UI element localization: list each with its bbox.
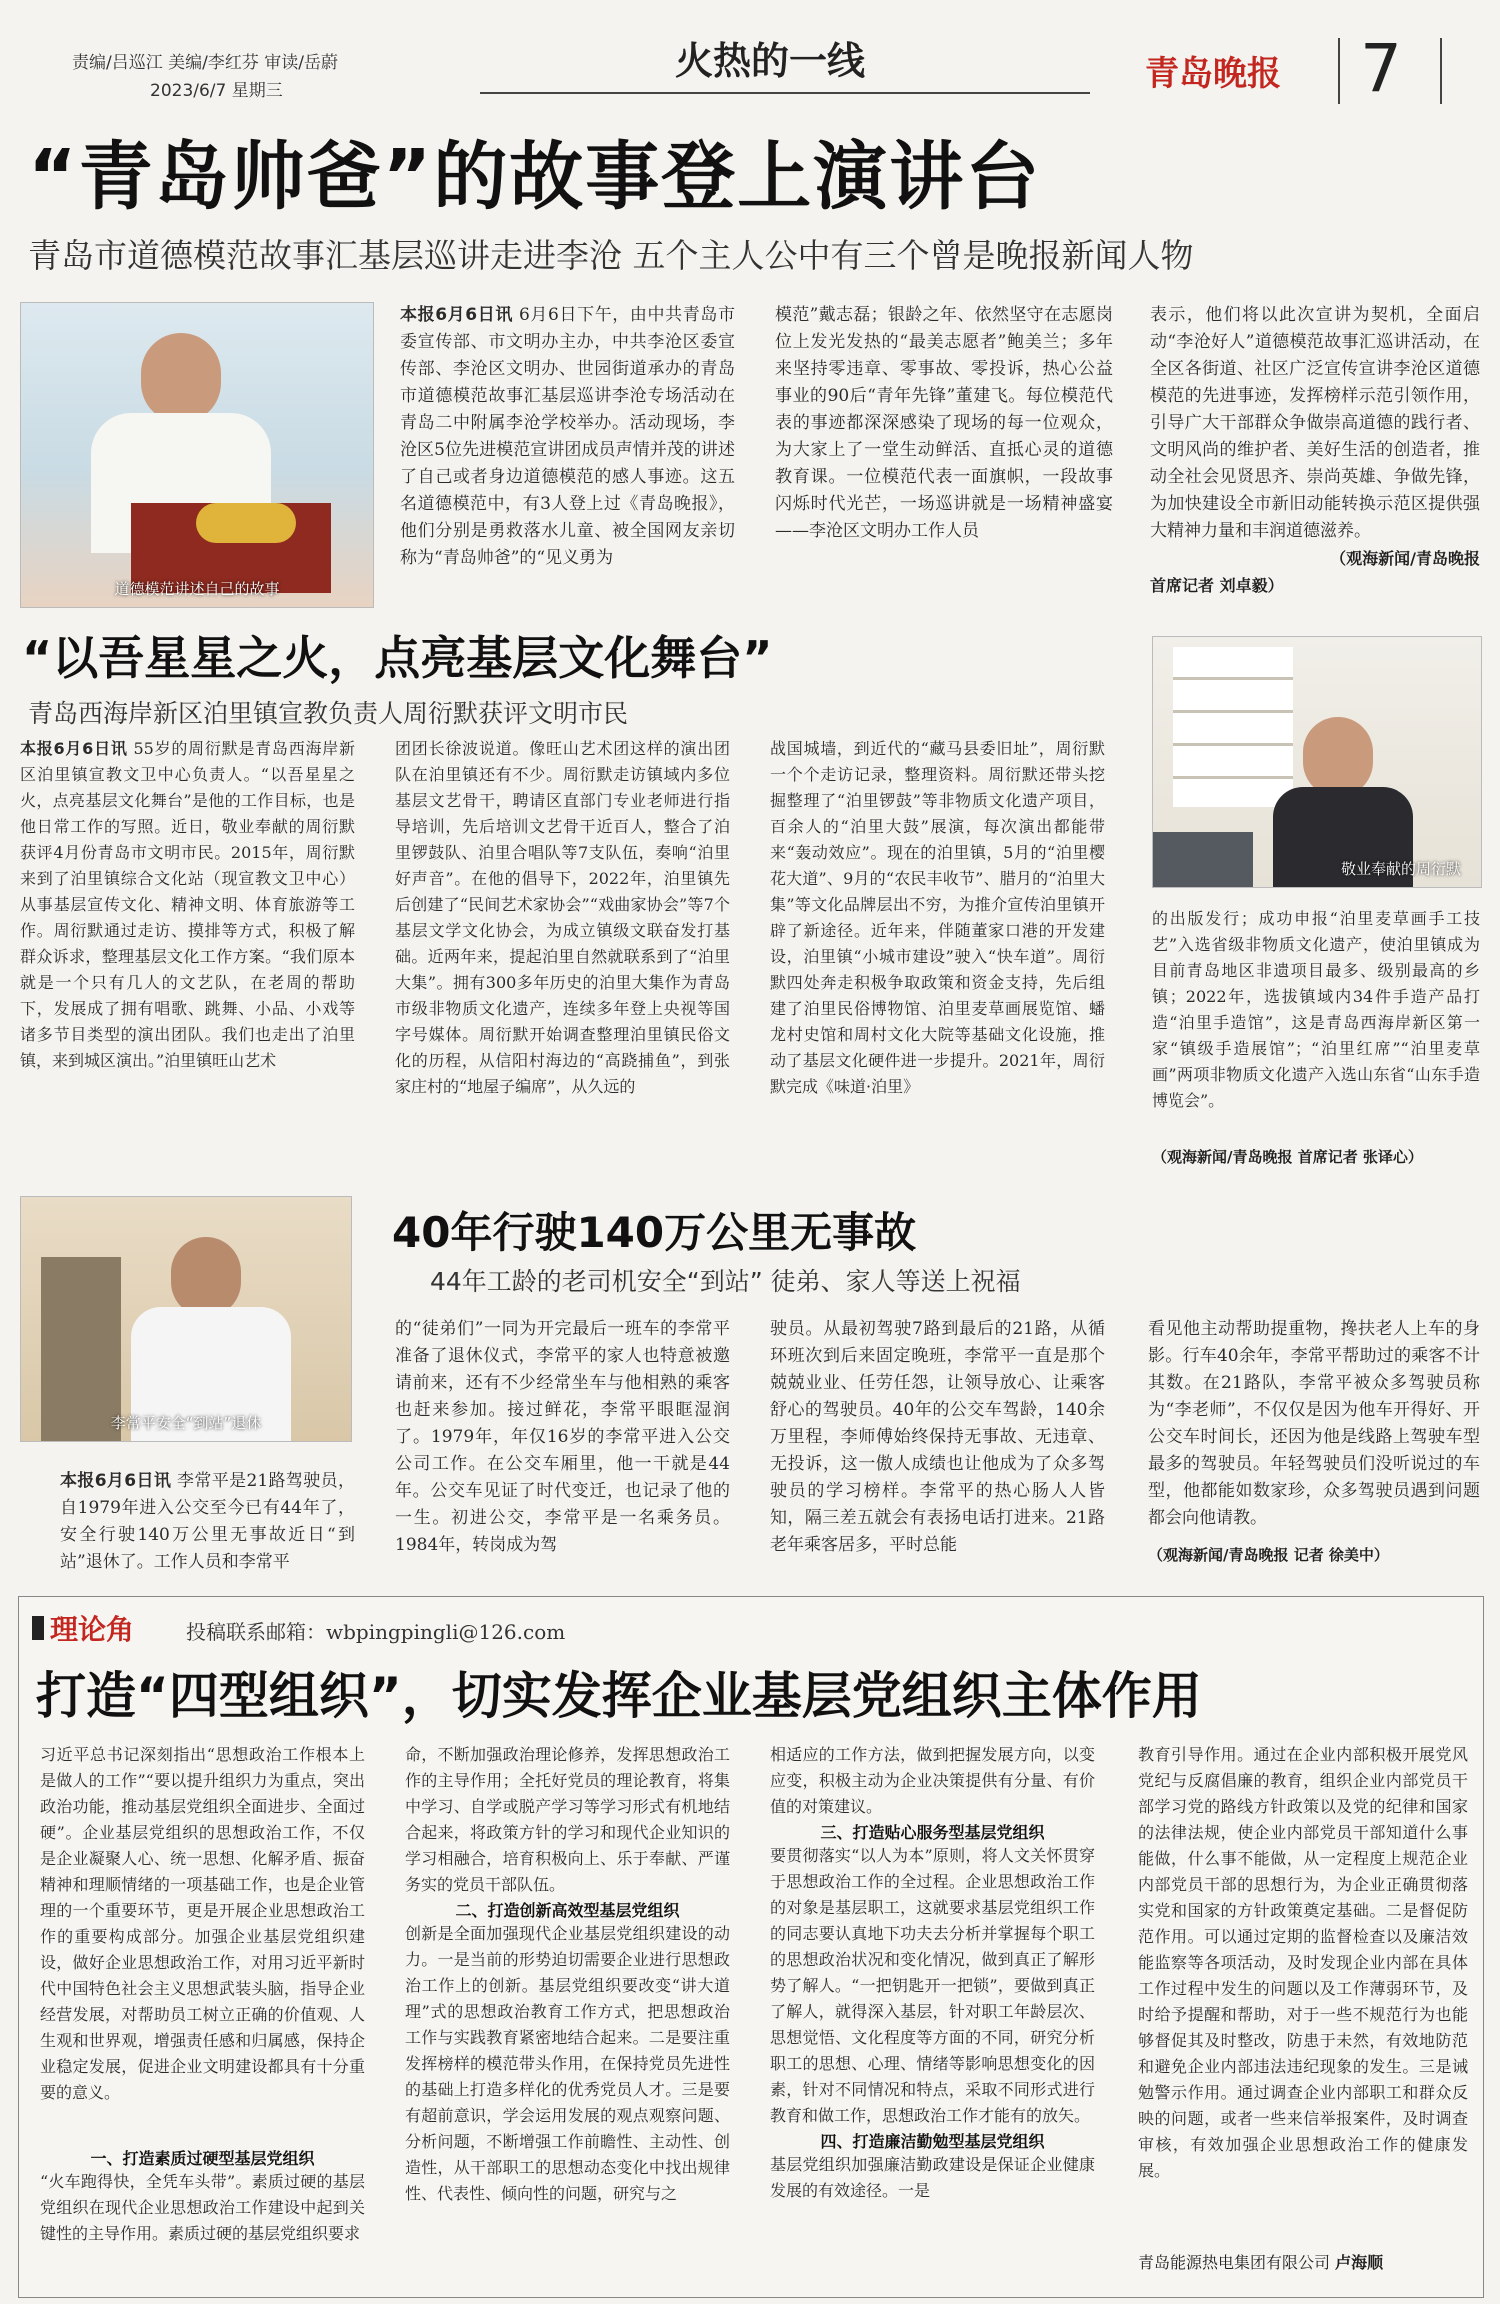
- story3-byline: （观海新闻/青岛晚报 记者 徐美中）: [1148, 1546, 1389, 1564]
- story1-subheadline: 青岛市道德模范故事汇基层巡讲走进李沧 五个主人公中有三个曾是晚报新闻人物: [28, 236, 1194, 275]
- story2-byline: （观海新闻/青岛晚报 首席记者 张译心）: [1152, 1148, 1423, 1166]
- theory-headline: 打造“四型组织”，切实发挥企业基层党组织主体作用: [36, 1667, 1202, 1725]
- story2-photo-caption: 敬业奉献的周衍默: [1340, 860, 1461, 878]
- story1-col1: [400, 302, 735, 604]
- theory-col3b-text: 要贯彻落实“以人为本”原则，将人文关怀贯穿于思想政治工作的全过程。企业思想政治工作的对象是基层职工，这就要求基层党组织工作的同志要认真地下功夫去分析并掌握每个职工的思想政治状况和变化情况，做到真正了解形势了解人。“一把钥匙开一把锁”，要做到真正了解人，就得深入基层，针对职工年龄层次、思想觉悟、文化程度等方面的不同，研究分析职工的思想、心理、情绪等影响思想变化的因素，针对不同情况和特点，采取不同形式进行教育和做工作，思想政治工作才能有的放矢。: [770, 1846, 1095, 2125]
- story2-col4: 的出版发行；成功申报“泊里麦草画手工技艺”入选省级非物质文化遗产，使泊里镇成为目前青岛地区非遗项目最多、级别最高的乡镇；2022年，选拔镇域内34件手造产品打造“泊里手造馆”，这是青岛西海岸新区第一家“镇级手造展馆”；“泊里红席”“泊里麦草画”两项非物质文化遗产入选山东省“山东手造博览会”。: [1152, 909, 1480, 1110]
- theory-col2b-text: 创新是全面加强现代企业基层党组织建设的动力。一是当前的形势迫切需要企业进行思想政治工作上的创新。基层党组织要改变“讲大道理”式的思想政治教育工作方式，把思想政治工作与实践教育紧密地结合起来。二是要注重发挥榜样的模范带头作用，在保持党员先进性的基础上打造多样化的优秀党员人才。三是要有超前意识，学会运用发展的观点观察问题、分析问题，不断增强工作前瞻性、主动性、创造性，从干部职工的思想动态变化中找出规律性、代表性、倾向性的问题，研究与之: [405, 1924, 730, 2203]
- story1-byline-1: （观海新闻/青岛晚报: [1330, 549, 1480, 568]
- flowers: [196, 503, 296, 543]
- story2-headline: “以吾星星之火，点亮基层文化舞台”: [22, 631, 773, 685]
- section-title: 火热的一线: [674, 39, 865, 83]
- story1-col2: 模范”戴志磊；银龄之年、依然坚守在志愿岗位上发光发热的“最美志愿者”鲍美兰；多年来坚持零违章、零事故、零投诉，热心公益事业的90后“青年先锋”董建飞。每位模范代表的事迹都深深感染了现场的每一位观众，为大家上了一堂生动鲜活、直抵心灵的道德教育课。一位模范代表一面旗帜，一段故事闪烁时代光芒，一场巡讲就是一场精神盛宴——李沧区文明办工作人员: [775, 305, 1113, 541]
- theory-col3: [770, 1742, 1095, 2282]
- story1-headline: “青岛帅爸”的故事登上演讲台: [28, 134, 1042, 220]
- theory-author-line: [1138, 2250, 1468, 2273]
- header-divider: [1338, 38, 1340, 104]
- theory-col2: [405, 1742, 730, 2282]
- story3-col2: 的“徒弟们”一同为开完最后一班车的李常平准备了退休仪式，李常平的家人也特意被邀请前来，还有不少经常坐车与他相熟的乘客也赶来参加。接过鲜花，李常平眼眶湿润了。1979年，年仅16岁的李常平进入公交公司工作。在公交车厢里，他一干就是44年。公交车见证了时代变迁，也记录了他的一生。初进公交，李常平是一名乘务员。1984年，转岗成为驾: [395, 1319, 730, 1555]
- theory-contact: 投稿联系邮箱：wbpingpingli@126.com: [186, 1620, 566, 1644]
- story2-col1-text: 55岁的周衍默是青岛西海岸新区泊里镇宣教文卫中心负责人。“以吾星星之火，点亮基层文化舞台”是他的工作目标，也是他日常工作的写照。近日，敬业奉献的周衍默获评4月份青岛市文明市民。2015年，周衍默来到了泊里镇综合文化站（现宣教文卫中心）从事基层宣传文化、精神文明、体育旅游等工作。周衍默通过走访、摸排等方式，积极了解群众诉求，整理基层文化工作方案。“我们原本就是一个只有几人的文艺队，在老周的帮助下，发展成了拥有唱歌、跳舞、小品、小戏等诸多节目类型的演出团队。我们也走出了泊里镇，来到城区演出。”泊里镇旺山艺术: [20, 739, 355, 1070]
- story2-col4-wrap: [1152, 906, 1480, 1167]
- theory-tag: 理论角: [50, 1613, 135, 1646]
- story1-photo-caption: 道德模范讲述自己的故事: [114, 580, 280, 598]
- issue-date: 2023/6/7 星期三: [150, 81, 283, 101]
- theory-tag-marker: [32, 1616, 44, 1640]
- page-number: 7: [1360, 30, 1402, 107]
- theory-col4-text: 教育引导作用。通过在企业内部积极开展党风党纪与反腐倡廉的教育，组织企业内部党员干部学习党的路线方针政策以及党的纪律和国家的法律法规，使企业内部党员干部知道什么事能做，什么事不能做，从一定程度上规范企业内部党员干部的思想行为，为企业正确贯彻落实党和国家的方针政策奠定基础。二是督促防范作用。可以通过定期的监督检查以及廉洁效能监察等各项活动，及时发现企业内部在具体工作过程中发生的问题以及工作薄弱环节，及时给予提醒和帮助，对于一些不规范行为也能够督促其及时整改，防患于未然，有效地防范和避免企业内部违法违纪现象的发生。三是诫勉警示作用。通过调查企业内部职工和群众反映的问题，或者一些来信举报案件，及时调查审核，有效加强企业思想政治工作的健康发展。: [1138, 1745, 1468, 2180]
- story3-col1: [60, 1468, 355, 1574]
- theory-col1-text: 习近平总书记深刻指出“思想政治工作根本上是做人的工作”“要以提升组织力为重点，突出政治功能，推动基层党组织全面进步、全面过硬”。企业基层党组织的思想政治工作，不仅是企业凝聚人心、统一思想、化解矛盾、振奋精神和理顺情绪的一项基础工作，也是企业管理的一个重要环节，更是开展企业思想政治工作的重要构成部分。加强企业基层党组织建设，做好企业思想政治工作，对用习近平新时代中国特色社会主义思想武装头脑，指导企业经营发展，对帮助员工树立正确的价值观、人生观和世界观，增强责任感和归属感，保持企业稳定发展，促进企业文明建设都具有十分重要的意义。: [40, 1745, 365, 2102]
- paper-logo: 青岛晚报: [1145, 54, 1281, 94]
- theory-author-org: 青岛能源热电集团有限公司: [1138, 2253, 1331, 2272]
- header-rule: [480, 92, 1090, 94]
- person-head: [1303, 717, 1373, 797]
- story1-byline-2: 首席记者 刘卓毅）: [1150, 576, 1284, 595]
- theory-heading-2: 二、打造创新高效型基层党组织: [455, 1901, 680, 1920]
- theory-author: 卢海顺: [1335, 2253, 1384, 2272]
- story2-photo: [1152, 636, 1482, 888]
- story1-photo: [20, 302, 374, 608]
- speaker-head: [141, 333, 221, 423]
- theory-heading-1: 一、打造素质过硬型基层党组织: [90, 2149, 315, 2168]
- story3-col4-wrap: [1148, 1316, 1480, 1565]
- story1-lead: 本报6月6日讯: [400, 305, 513, 325]
- story3-col1-text: 李常平是21路驾驶员，自1979年进入公交至今已有44年了，安全行驶140万公里无事故近日“到站”退休了。工作人员和李常平: [60, 1471, 355, 1572]
- story2-col1: [20, 736, 355, 1166]
- story1-col3: 表示，他们将以此次宣讲为契机，全面启动“李沧好人”道德模范故事汇巡讲活动，在全区各街道、社区广泛宣传宣讲李沧区道德模范的先进事迹，发挥榜样示范引领作用，引导广大干部群众争做崇高道德的践行者、文明风尚的维护者、美好生活的创造者，推动全社会见贤思齐、崇尚英雄、争做先锋，为加快建设全市新旧动能转换示范区提供强大精神力量和丰润道德滋养。: [1150, 305, 1480, 541]
- driver-head: [171, 1237, 241, 1317]
- bookshelf: [1173, 647, 1293, 807]
- story1-col3-wrap: [1150, 302, 1480, 604]
- theory-heading-4: 四、打造廉洁勤勉型基层党组织: [820, 2132, 1045, 2151]
- story3-col3: 驶员。从最初驾驶7路到最后的21路，从循环班次到后来固定晚班，李常平一直是那个兢兢业业、任劳任怨，让领导放心、让乘客舒心的驾驶员。40年的公交车驾龄，140余万里程，李师傅始终保持无事故、无违章、无投诉，这一傲人成绩也让他成为了众多驾驶员的学习榜样。李常平的热心肠人人皆知，隔三差五就会有表扬电话打进来。21路老年乘客居多，平时总能: [770, 1319, 1105, 1555]
- theory-col3-text: 相适应的工作方法，做到把握发展方向，以变应变，积极主动为企业决策提供有分量、有价值的对策建议。: [770, 1745, 1095, 1816]
- theory-col3c-text: 基层党组织加强廉洁勤政建设是保证企业健康发展的有效途径。一是: [770, 2155, 1095, 2200]
- story3-subheadline: 44年工龄的老司机安全“到站” 徒弟、家人等送上祝福: [430, 1267, 1021, 1296]
- story3-photo-caption: 李常平安全“到站”退休: [110, 1414, 262, 1432]
- story2-lead: 本报6月6日讯: [20, 739, 128, 758]
- theory-heading-3: 三、打造贴心服务型基层党组织: [820, 1823, 1045, 1842]
- theory-col1: [40, 1742, 365, 2282]
- header-divider-right: [1440, 38, 1442, 104]
- story2-col2: 团团长徐波说道。像旺山艺术团这样的演出团队在泊里镇还有不少。周衍默走访镇域内多位基层文艺骨干，聘请区直部门专业老师进行指导培训，先后培训文艺骨干近百人，整合了泊里锣鼓队、泊里合唱队等7支队伍，奏响“泊里好声音”。在他的倡导下，2022年，泊里镇先后创建了“民间艺术家协会”“戏曲家协会”等7个基层文学文化协会，为成立镇级文联奋发打基础。近两年来，提起泊里自然就联系到了“泊里大集”。拥有300多年历史的泊里大集作为青岛市级非物质文化遗产，连续多年登上央视等国字号媒体。周衍默开始调查整理泊里镇民俗文化的历程，从信阳村海边的“高跷捕鱼”，到张家庄村的“地屋子编席”，从久远的: [395, 739, 730, 1096]
- story3-col4: 看见他主动帮助提重物，搀扶老人上车的身影。行车40余年，李常平帮助过的乘客不计其数。在21路队，李常平被众多驾驶员称为“李老师”，不仅仅是因为他车开得好、开公交车时间长，还因为他是线路上驾驶车型最多的驾驶员。年轻驾驶员们没听说过的车型，他都能如数家珍，众多驾驶员遇到问题都会向他请教。: [1148, 1319, 1480, 1528]
- theory-col4: [1138, 1742, 1468, 2282]
- story2-subheadline: 青岛西海岸新区泊里镇宣教负责人周衍默获评文明市民: [28, 699, 629, 728]
- theory-col2-text: 命，不断加强政治理论修养，发挥思想政治工作的主导作用；全托好党员的理论教育，将集中学习、自学或脱产学习等学习形式有机地结合起来，将政策方针的学习和现代企业知识的学习相融合，培育积极向上、乐于奉献、严谨务实的党员干部队伍。: [405, 1745, 730, 1894]
- story3-lead: 本报6月6日讯: [60, 1471, 172, 1491]
- story2-col3: 战国城墙，到近代的“藏马县委旧址”，周衍默一个个走访记录，整理资料。周衍默还带头挖掘整理了“泊里锣鼓”等非物质文化遗产项目，百余人的“泊里大鼓”展演，每次演出都能带来“轰动效应”。现在的泊里镇，5月的“泊里樱花大道”、9月的“农民丰收节”、腊月的“泊里大集”等文化品牌层出不穷，为推介宣传泊里镇开辟了新途径。近年来，伴随董家口港的开发建设，泊里镇“小城市建设”驶入“快车道”。周衍默四处奔走积极争取政策和资金支持，先后组建了泊里民俗博物馆、泊里麦草画展览馆、蟠龙村史馆和周村文化大院等基础文化设施，推动了基层文化硬件进一步提升。2021年，周衍默完成《味道·泊里》: [770, 739, 1105, 1096]
- story3-headline: 40年行驶140万公里无事故: [392, 1208, 917, 1257]
- story1-col1-text: 6月6日下午，由中共青岛市委宣传部、市文明办主办，中共李沧区委宣传部、李沧区文明办、世园街道承办的青岛市道德模范故事汇基层巡讲李沧专场活动在青岛二中附属李沧学校举办。活动现场，李沧区5位先进模范宣讲团成员声情并茂的讲述了自己或者身边道德模范的感人事迹。这五名道德模范中，有3人登上过《青岛晚报》，他们分别是勇救落水儿童、被全国网友亲切称为“青岛帅爸”的“见义勇为: [400, 305, 735, 568]
- theory-col1b-text: “火车跑得快，全凭车头带”。素质过硬的基层党组织在现代企业思想政治工作建设中起到关键性的主导作用。素质过硬的基层党组织要求: [40, 2172, 365, 2243]
- story3-photo: [20, 1196, 352, 1442]
- editors-line: 责编/吕巡江 美编/李红芬 审读/岳蔚: [72, 53, 338, 73]
